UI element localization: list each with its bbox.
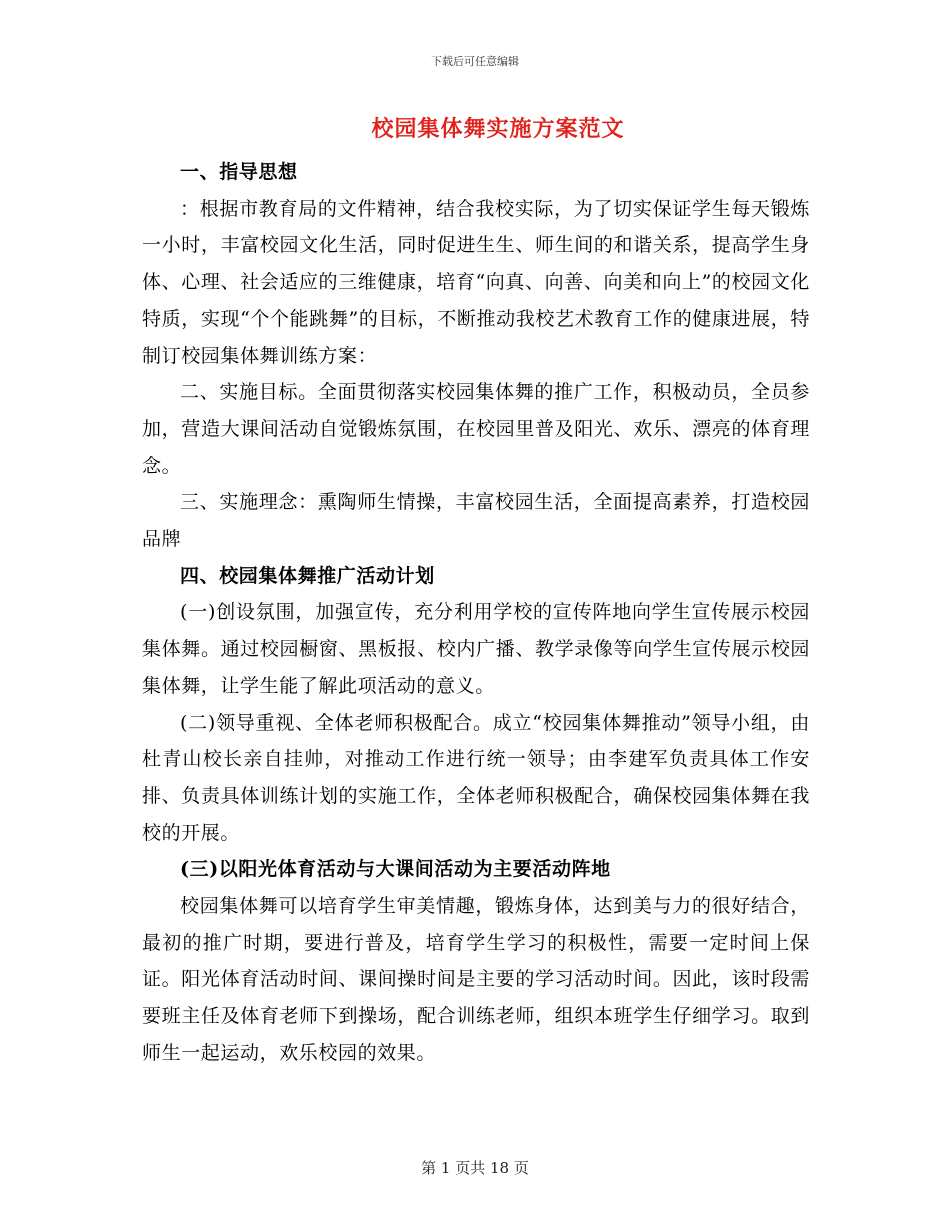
section-heading-promotion-plan: 四、校园集体舞推广活动计划 [180, 564, 435, 587]
paragraph-leadership-support: (二)领导重视、全体老师积极配合。成立“校园集体舞推动”领导小组，由杜青山校长亲自挂帅，对推动工作进行统一领导；由李建军负责具体工作安排、负责具体训练计划的实施工作，全体老师积极配合，确保校园集体舞在我校的开展。 [142, 711, 810, 844]
paragraph-guiding-ideology: ：根据市教育局的文件精神，结合我校实际，为了切实保证学生每天锻炼一小时，丰富校园文化生活，同时促进生生、师生间的和谐关系，提高学生身体、心理、社会适应的三维健康，培育“向真、向善、向美和向上”的校园文化特质，实现“个个能跳舞”的目标，不断推动我校艺术教育工作的健康进展，特制订校园集体舞训练方案： [142, 197, 810, 367]
subheading-main-activity-venue: (三)以阳光体育活动与大课间活动为主要活动阵地 [180, 858, 611, 881]
document-body [142, 154, 810, 1072]
page-number: 第 1 页共 18 页 [421, 1159, 529, 1177]
paragraph-activity-venue: 校园集体舞可以培育学生审美情趣，锻炼身体，达到美与力的很好结合，最初的推广时期，要进行普及，培育学生学习的积极性，需要一定时间上保证。阳光体育活动时间、课间操时间是主要的学习活动时间。因此，该时段需要班主任及体育老师下到操场，配合训练老师，组织本班学生仔细学习。取到师生一起运动，欢乐校园的效果。 [142, 895, 810, 1064]
paragraph-implementation-concept: 三、实施理念：熏陶师生情操，丰富校园生活，全面提高素养，打造校园品牌 [142, 491, 810, 551]
section-heading-guiding-ideology: 一、指导思想 [180, 161, 298, 183]
page-header: 下载后可任意编辑 [431, 55, 519, 68]
document-title: 校园集体舞实施方案范文 [371, 116, 625, 142]
paragraph-implementation-goal: 二、实施目标。全面贯彻落实校园集体舞的推广工作，积极动员，全员参加，营造大课间活动自觉锻炼氛围，在校园里普及阳光、欢乐、漂亮的体育理念。 [142, 381, 810, 477]
paragraph-create-atmosphere: (一)创设氛围，加强宣传，充分利用学校的宣传阵地向学生宣传展示校园集体舞。通过校园橱窗、黑板报、校内广播、教学录像等向学生宣传展示校园集体舞，让学生能了解此项活动的意义。 [142, 601, 810, 697]
